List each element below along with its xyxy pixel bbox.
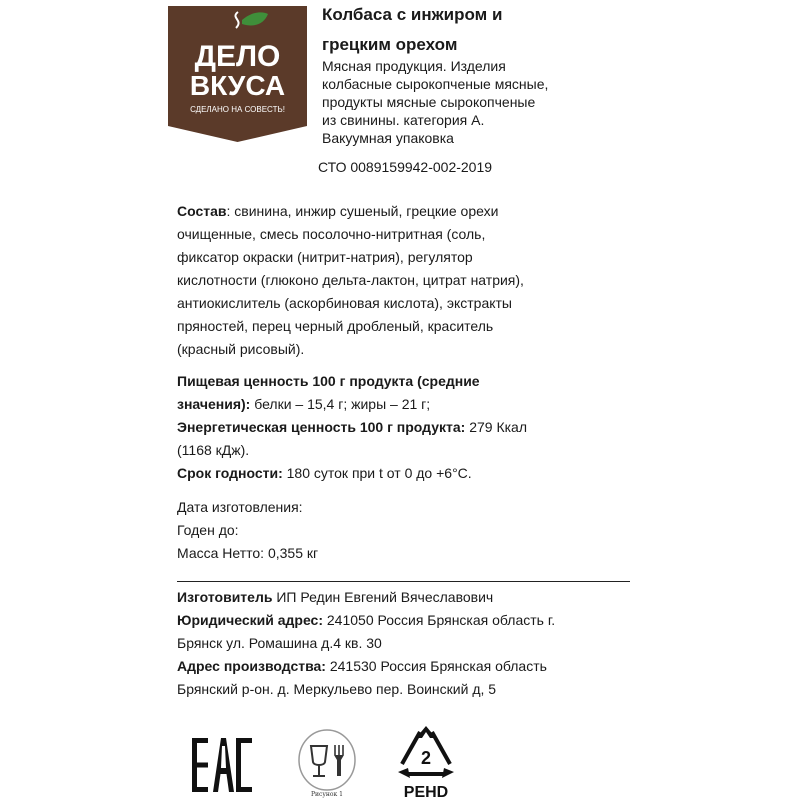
legal-address: 241050 Россия Брянская область г. [323,612,556,628]
manufacturer-name: ИП Редин Евгений Вячеславович [272,589,494,605]
energy-value: 279 Ккал [465,419,528,435]
nutrition-label: значения): [177,396,251,412]
eac-mark-icon [192,738,252,792]
manufacturer-block [177,586,555,701]
logo-line1: ДЕЛО [194,40,281,73]
composition-text: фиксатор окраски (нитрит-натрия), регулятор [177,249,473,265]
logo-line2: ВКУСА [189,70,286,101]
dates-block [177,496,318,565]
legal-address: Брянск ул. Ромашина д.4 кв. 30 [177,635,382,651]
nutrition-label: Пищевая ценность 100 г продукта (средние [177,373,480,389]
description-line: Мясная продукция. Изделия [322,58,506,74]
product-title-line1: Колбаса с инжиром и [322,5,503,24]
logo-slogan: СДЕЛАНО НА СОВЕСТЬ! [190,105,285,114]
product-description [322,57,548,147]
production-address: Брянский р-он. д. Меркульево пер. Воинский д, 5 [177,681,497,697]
description-line: из свинины. категория А. [322,112,485,128]
shelf-life-value: 180 суток при t от 0 до +6°С. [282,465,472,481]
description-line: Вакуумная упаковка [322,130,454,146]
product-title-line2: грецким орехом [322,35,458,54]
best-before-date: Годен до: [177,522,239,538]
legal-address-label: Юридический адрес: [177,612,323,628]
recycle-code: PEHD [403,784,449,800]
composition-label: Состав [177,203,227,219]
recycle-icon [390,724,462,800]
manufacturer-label: Изготовитель [177,589,273,605]
production-address-label: Адрес производства: [177,658,326,674]
composition-block [177,200,524,361]
composition-text: (красный рисовый). [177,341,305,357]
glass-fork-icon [297,728,357,798]
composition-text: кислотности (глюконо дельта-лактон, цитрат натрия), [177,272,524,288]
nutrition-values: белки – 15,4 г; жиры – 21 г; [250,396,431,412]
description-line: колбасные сырокопченые мясные, [322,76,549,92]
brand-logo [168,6,307,142]
net-mass: Масса Нетто: 0,355 кг [177,545,319,561]
composition-text: очищенные, смесь посолочно-нитритная (соль, [177,226,486,242]
description-line: продукты мясные сырокопченые [322,94,536,110]
composition-text: пряностей, перец черный дробленый, краситель [177,318,494,334]
composition-text: : свинина, инжир сушеный, грецкие орехи [226,203,499,219]
manufacture-date: Дата изготовления: [177,499,303,515]
food-contact-caption: Рисунок 1 [310,791,344,798]
product-standard: СТО 0089159942-002-2019 [318,159,493,175]
recycle-number: 2 [420,748,432,768]
shelf-life-label: Срок годности: [177,465,283,481]
production-address: 241530 Россия Брянская область [325,658,547,674]
energy-label: Энергетическая ценность 100 г продукта: [177,419,466,435]
nutrition-block [177,370,527,485]
composition-text: антиокислитель (аскорбиновая кислота), экстракты [177,295,512,311]
separator-line [177,581,630,582]
energy-kj: (1168 кДж). [177,442,250,458]
